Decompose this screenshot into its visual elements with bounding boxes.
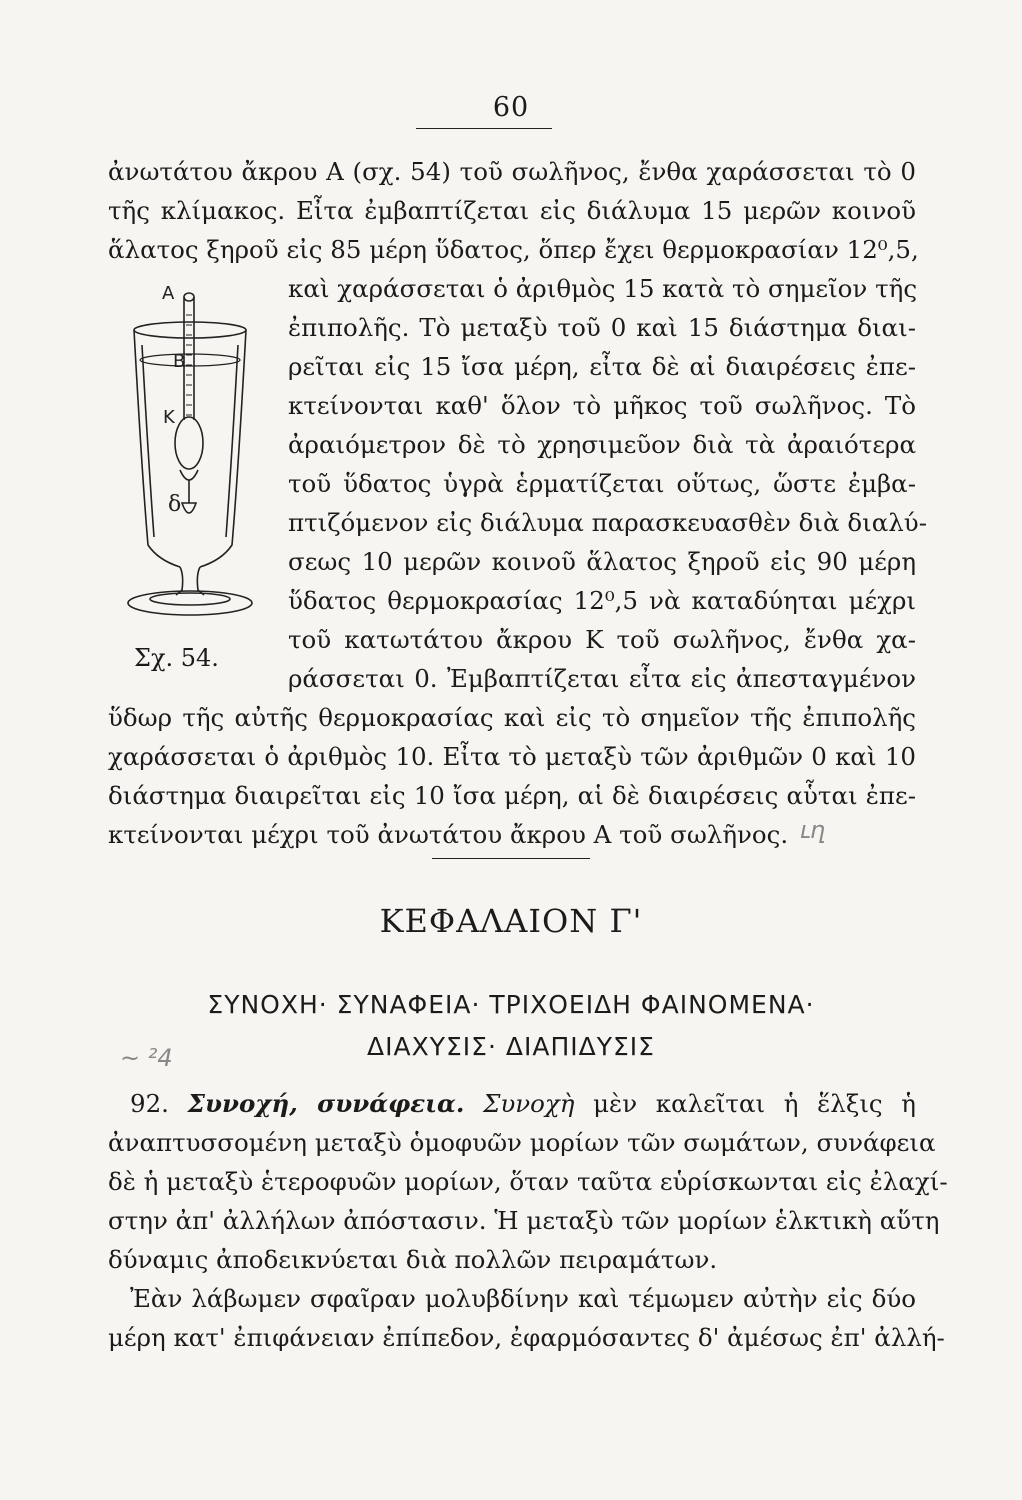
mid-rule [432,858,590,859]
label-k: Κ [163,407,175,428]
hydrometer-illustration [118,275,283,645]
text-line: κτείνονται μέχρι τοῦ ἀνωτάτου ἄκρου Α τοῦ σωλῆνος. [108,820,789,849]
text-line: ὕδατος θερμοκρασίας 12⁰,5 νὰ καταδύηται μέχρι [288,586,916,615]
figure-caption: Σχ. 54. [134,644,219,672]
text-line: σεως 10 μερῶν κοινοῦ ἅλατος ξηροῦ εἰς 90 μέρη [288,547,916,576]
hydrometer-figure [118,275,283,645]
top-rule [416,128,552,129]
text-line: ἐπιπολῆς. Τὸ μεταξὺ τοῦ 0 καὶ 15 διάστημα διαι- [288,313,916,342]
page-number: 60 [492,92,530,123]
text-line: ἀναπτυσσομένη μεταξὺ ὁμοφυῶν μορίων τῶν σωμάτων, συνάφεια [108,1128,936,1157]
text-line: ρεῖται εἰς 15 ἴσα μέρη, εἶτα δὲ αἱ διαιρέσεις ἐπε- [288,352,916,381]
chapter-subtitle-1: ΣΥΝΟΧΗ· ΣΥΝΑΦΕΙΑ· ΤΡΙΧΟΕΙΔΗ ΦΑΙΝΟΜΕΝΑ· [207,990,815,1019]
label-b: Β [173,351,186,372]
text-line: καὶ χαράσσεται ὁ ἀριθμὸς 15 κατὰ τὸ σημεῖον τῆς [288,274,918,303]
chapter-heading: ΚΕΦΑΛΑΙΟΝ Γ' [379,902,643,940]
text-line: μέρη κατ' ἐπιφάνειαν ἐπίπεδον, ἐφαρμόσαντες δ' ἀμέσως ἐπ' ἀλλή- [108,1323,945,1352]
text-line: πτιζόμενον εἰς διάλυμα παρασκευασθὲν διὰ διαλύ- [288,508,927,537]
text-line: δὲ ἡ μεταξὺ ἑτεροφυῶν μορίων, ὅταν ταῦτα εὑρίσκωνται εἰς ἐλαχί- [108,1167,948,1196]
text-line: τοῦ κατωτάτου ἄκρου Κ τοῦ σωλῆνος, ἔνθα χα- [288,625,916,654]
text-line: τοῦ ὕδατος ὑγρὰ ἑρματίζεται οὕτως, ὥστε ἐμβα- [288,469,916,498]
text-line: Ἐὰν λάβωμεν σφαῖραν μολυβδίνην καὶ τέμωμεν αὐτὴν εἰς δύο [130,1284,916,1313]
text-line: διάστημα διαιρεῖται εἰς 10 ἴσα μέρη, αἱ δὲ διαιρέσεις αὗται ἐπε- [108,781,916,810]
section-title: Συνοχή, συνάφεια. [187,1089,465,1118]
section-term: Συνοχὴ [483,1089,575,1118]
text-line: στην ἀπ' ἀλλήλων ἀπόστασιν. Ἡ μεταξὺ τῶν μορίων ἑλκτικὴ αὕτη [108,1206,940,1235]
text-line: δύναμις ἀποδεικνύεται διὰ πολλῶν πειραμάτων. [108,1245,718,1274]
margin-note: ւղ [800,816,826,844]
section-first-line-rest: μὲν καλεῖται ἡ ἕλξις ἡ [593,1089,916,1118]
text-line: τῆς κλίμακος. Εἶτα ἐμβαπτίζεται εἰς διάλυμα 15 μερῶν κοινοῦ [108,196,916,225]
text-line: ἀνωτάτου ἄκρου Α (σχ. 54) τοῦ σωλῆνος, ἔνθα χαράσσεται τὸ 0 [108,157,916,186]
text-line: ἅλατος ξηροῦ εἰς 85 μέρη ὕδατος, ὅπερ ἔχει θερμοκρασίαν 12⁰,5, [108,235,919,264]
label-delta: δ [168,492,182,517]
text-line: ράσσεται 0. Ἐμβαπτίζεται εἶτα εἰς ἀπεσταγμένον [288,664,916,693]
label-a: Α [162,283,175,304]
margin-note: ~ ²4 [120,1044,173,1072]
text-line: κτείνονται καθ' ὅλον τὸ μῆκος τοῦ σωλῆνος. Τὸ [288,391,916,420]
chapter-subtitle-2: ΔΙΑΧΥΣΙΣ· ΔΙΑΠΙΔΥΣΙΣ [367,1032,655,1061]
text-line: ὕδωρ τῆς αὐτῆς θερμοκρασίας καὶ εἰς τὸ σημεῖον τῆς ἐπιπολῆς [108,703,916,732]
section-number: 92. [130,1089,169,1118]
text-line: χαράσσεται ὁ ἀριθμὸς 10. Εἶτα τὸ μεταξὺ τῶν ἀριθμῶν 0 καὶ 10 [108,742,916,771]
section-first-line [130,1089,916,1118]
text-line: ἀραιόμετρον δὲ τὸ χρησιμεῦον διὰ τὰ ἀραιότερα [288,430,916,459]
